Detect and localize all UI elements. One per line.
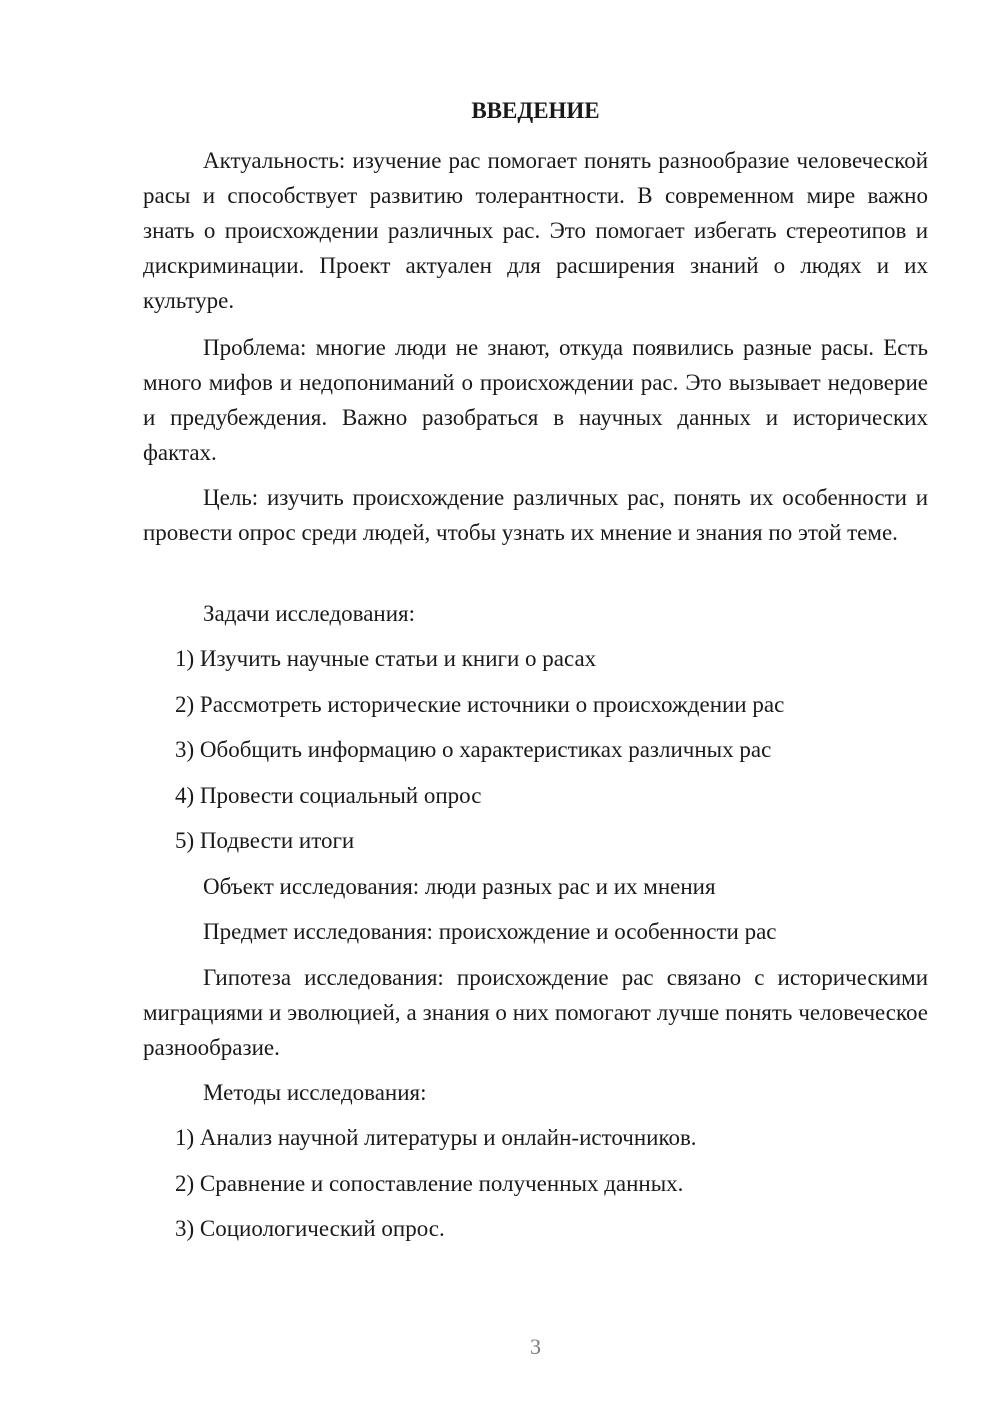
task-item-2: 2) Рассмотреть исторические источники о происхождении рас <box>175 692 785 717</box>
methods-heading: Методы исследования: <box>203 1080 427 1105</box>
page-title: ВВЕДЕНИЕ <box>471 98 600 123</box>
page-number: 3 <box>530 1334 541 1359</box>
task-item-5: 5) Подвести итоги <box>175 828 355 853</box>
task-item-3: 3) Обобщить информацию о характеристиках различных рас <box>175 737 772 762</box>
hypothesis-paragraph: Гипотеза исследования: происхождение рас связано с историческими миграциями и эволюцией, а знания о них помогают лучше понять человеческое разнообразие. <box>143 965 928 1060</box>
method-item-1: 1) Анализ научной литературы и онлайн-источников. <box>175 1125 697 1150</box>
document-page <box>143 0 928 1414</box>
problem-paragraph: Проблема: многие люди не знают, откуда появились разные расы. Есть много мифов и недопониманий о происхождении рас. Это вызывает недоверие и предубеждения. Важно разобраться в научных данных и исторических фактах. <box>143 335 928 465</box>
method-item-2: 2) Сравнение и сопоставление полученных данных. <box>175 1171 684 1196</box>
subject-line: Предмет исследования: происхождение и особенности рас <box>203 919 777 944</box>
relevance-paragraph: Актуальность: изучение рас помогает понять разнообразие человеческой расы и способствует развитию толерантности. В современном мире важно знать о происхождении различных рас. Это помогает избегать стереотипов и дискриминации. Проект актуален для расширения знаний о людях и их культуре. <box>143 148 928 313</box>
tasks-heading: Задачи исследования: <box>203 601 416 626</box>
task-item-4: 4) Провести социальный опрос <box>175 783 482 808</box>
goal-paragraph: Цель: изучить происхождение различных рас, понять их особенности и провести опрос среди людей, чтобы узнать их мнение и знания по этой теме. <box>143 485 928 545</box>
object-line: Объект исследования: люди разных рас и их мнения <box>203 874 716 899</box>
method-item-3: 3) Социологический опрос. <box>175 1216 445 1241</box>
task-item-1: 1) Изучить научные статьи и книги о расах <box>175 646 597 671</box>
